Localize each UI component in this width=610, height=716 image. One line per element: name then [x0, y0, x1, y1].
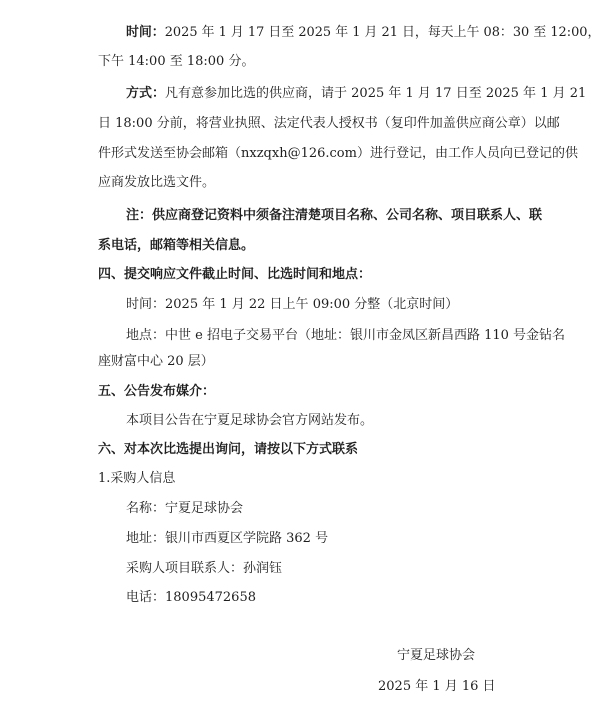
purchaser-contact: 采购人项目联系人：孙润钰: [126, 561, 283, 576]
purchaser-phone: 电话：18095472658: [126, 590, 256, 605]
method-line-1: 凡有意参加比选的供应商，请于 2025 年 1 月 17 日至 2025 年 1 月 21: [165, 86, 587, 101]
section-4-place-line-1: 地点：中世 e 招电子交易平台（地址：银川市金凤区新昌西路 110 号金钻名: [126, 328, 566, 343]
section-5-heading: 五、公告发布媒介：: [98, 384, 216, 399]
section-5-body: 本项目公告在宁夏足球协会官方网站发布。: [126, 413, 374, 428]
section-4-place-line-2: 座财富中心 20 层）: [98, 354, 214, 369]
time-line-1: 2025 年 1 月 17 日至 2025 年 1 月 21 日，每天上午 08：30 至 12:00，: [164, 25, 601, 40]
method-line-3: 件形式发送至协会邮箱（nxzqxh@126.com）进行登记，由工作人员向已登记的供: [98, 146, 578, 161]
section-6-subheading: 1.采购人信息: [98, 471, 176, 486]
signature-org: 宁夏足球协会: [397, 648, 476, 663]
section-4-time: 时间：2025 年 1 月 22 日上午 09:00 分整（北京时间）: [126, 297, 459, 312]
purchaser-address: 地址：银川市西夏区学院路 362 号: [126, 531, 329, 546]
time-line-2: 下午 14:00 至 18:00 分。: [98, 54, 255, 69]
signature-date: 2025 年 1 月 16 日: [378, 679, 496, 694]
method-label: 方式：: [126, 86, 166, 101]
section-4-heading: 四、提交响应文件截止时间、比选时间和地点：: [98, 267, 372, 282]
time-label: 时间：: [126, 25, 165, 40]
section-6-heading: 六、对本次比选提出询问，请按以下方式联系: [98, 442, 359, 457]
method-line-4: 应商发放比选文件。: [98, 175, 216, 190]
purchaser-name: 名称：宁夏足球协会: [126, 501, 244, 516]
note-line-1: 注：供应商登记资料中须备注清楚项目名称、公司名称、项目联系人、联: [126, 208, 543, 223]
method-line-2: 日 18:00 分前，将营业执照、法定代表人授权书（复印件加盖供应商公章）以邮: [98, 116, 560, 131]
note-line-2: 系电话，邮箱等相关信息。: [98, 238, 255, 253]
